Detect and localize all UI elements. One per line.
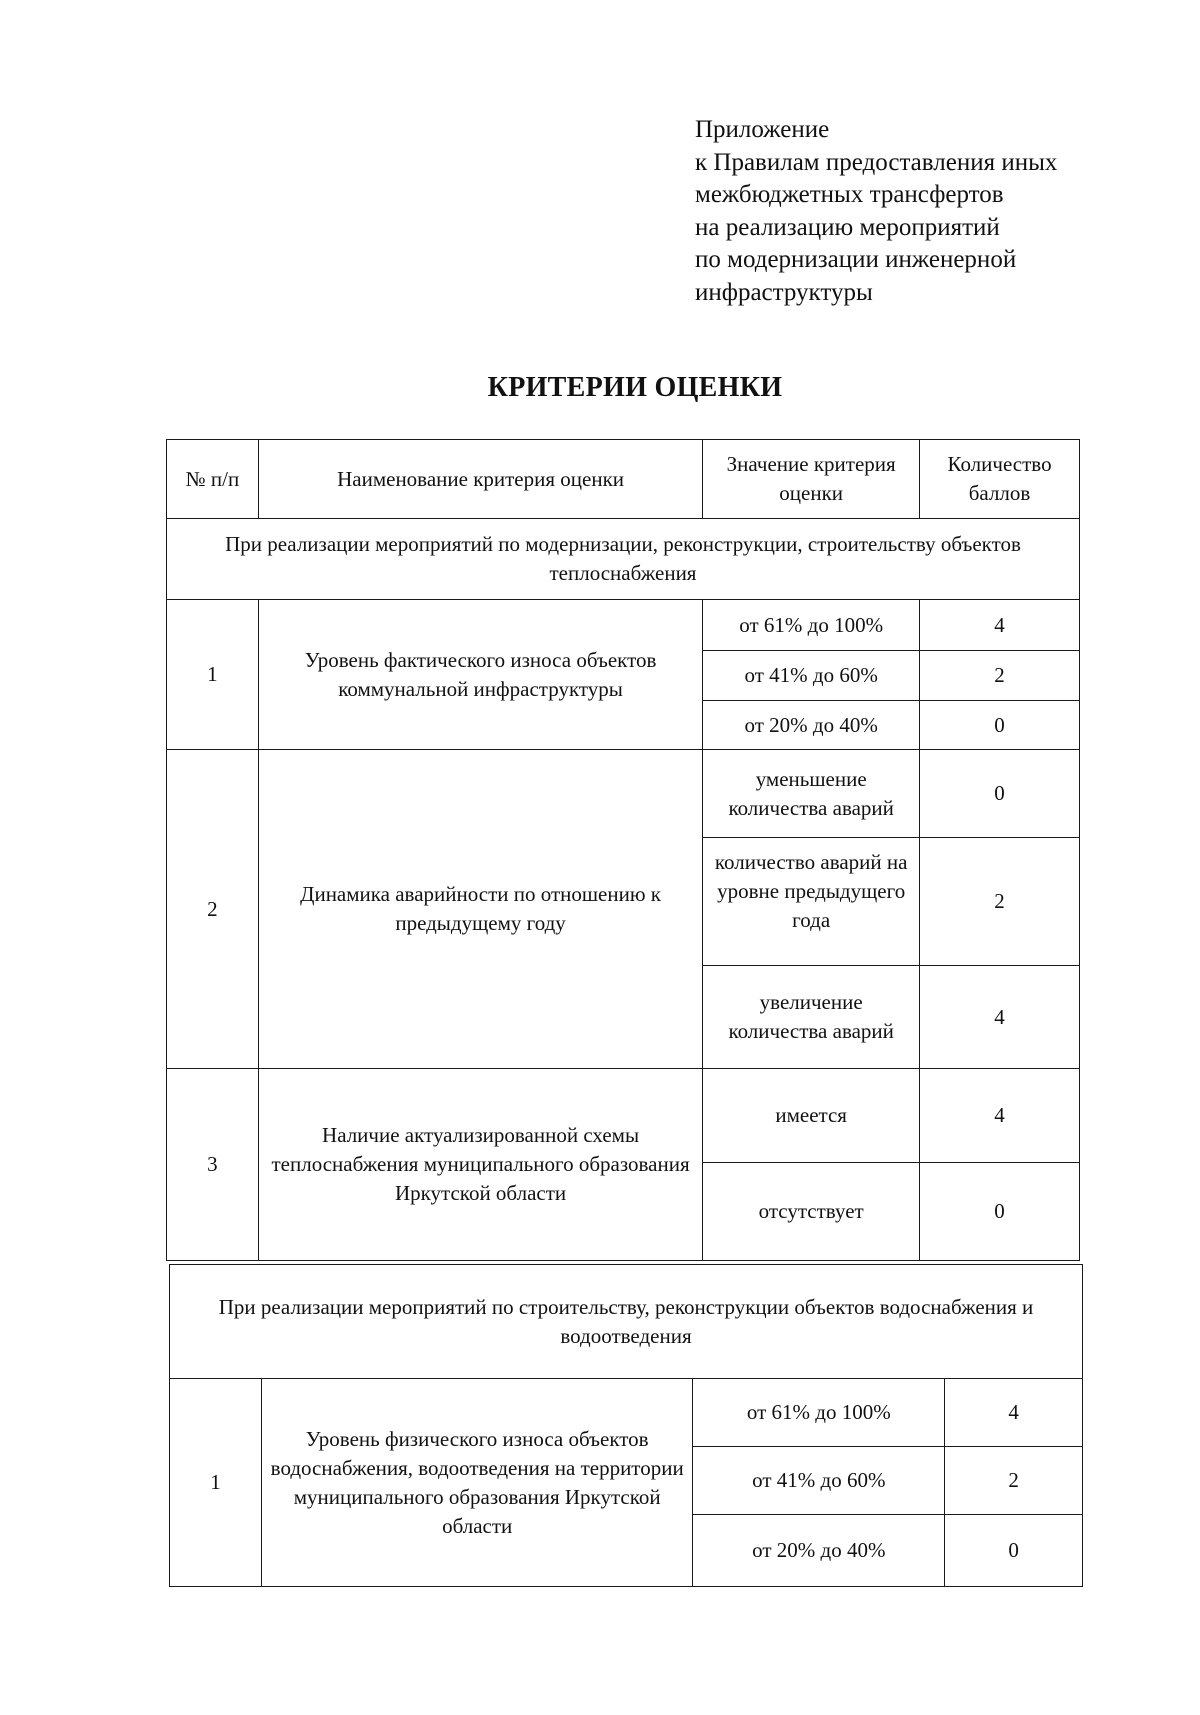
criterion-points: 2 bbox=[920, 651, 1080, 701]
criterion-points: 4 bbox=[920, 966, 1080, 1069]
criterion-value: от 61% до 100% bbox=[703, 600, 920, 651]
criterion-points: 4 bbox=[920, 1069, 1080, 1163]
section-title: При реализации мероприятий по модернизации, реконструкции, строительству объектов теплоснабжения bbox=[167, 519, 1080, 600]
table-row bbox=[170, 1379, 1083, 1447]
criterion-name: Динамика аварийности по отношению к предыдущему году bbox=[258, 750, 702, 1069]
criterion-value: количество аварий на уровне предыдущего года bbox=[703, 838, 920, 966]
header-name: Наименование критерия оценки bbox=[258, 440, 702, 519]
header-points: Количество баллов bbox=[920, 440, 1080, 519]
header-value: Значение критерия оценки bbox=[703, 440, 920, 519]
appendix-line: межбюджетных трансфертов bbox=[695, 181, 1004, 208]
criterion-number: 2 bbox=[167, 750, 259, 1069]
table-row bbox=[167, 750, 1080, 838]
criterion-name: Уровень фактического износа объектов коммунальной инфраструктуры bbox=[258, 600, 702, 750]
criteria-table bbox=[169, 1264, 1083, 1587]
criterion-points: 0 bbox=[920, 750, 1080, 838]
appendix-line: инфраструктуры bbox=[695, 278, 873, 306]
criterion-value: отсутствует bbox=[703, 1163, 920, 1261]
criterion-number: 3 bbox=[167, 1069, 259, 1261]
appendix-line: на реализацию мероприятий bbox=[695, 213, 1000, 241]
appendix-note bbox=[695, 114, 1057, 309]
document-title: КРИТЕРИИ ОЦЕНКИ bbox=[487, 372, 783, 403]
appendix-line: по модернизации инженерной bbox=[695, 246, 1017, 273]
criterion-points: 0 bbox=[920, 701, 1080, 750]
section-title: При реализации мероприятий по строительству, реконструкции объектов водоснабжения и водоотведения bbox=[170, 1265, 1083, 1379]
criterion-points: 0 bbox=[920, 1163, 1080, 1261]
criterion-points: 2 bbox=[945, 1447, 1083, 1515]
criterion-value: увеличение количества аварий bbox=[703, 966, 920, 1069]
criterion-number: 1 bbox=[170, 1379, 262, 1587]
header-number: № п/п bbox=[167, 440, 259, 519]
criterion-value: от 41% до 60% bbox=[703, 651, 920, 701]
table-row bbox=[167, 600, 1080, 651]
table-header-row bbox=[167, 440, 1080, 519]
section-row bbox=[170, 1265, 1083, 1379]
criterion-value: уменьшение количества аварий bbox=[703, 750, 920, 838]
criterion-value: от 41% до 60% bbox=[693, 1447, 945, 1515]
appendix-line: к Правилам предоставления иных bbox=[695, 148, 1058, 176]
criterion-points: 4 bbox=[920, 600, 1080, 651]
appendix-line: Приложение bbox=[695, 116, 830, 143]
criterion-value: от 20% до 40% bbox=[703, 701, 920, 750]
criterion-points: 0 bbox=[945, 1515, 1083, 1587]
section-row bbox=[167, 519, 1080, 600]
criterion-name: Уровень физического износа объектов водоснабжения, водоотведения на территории муниципального образования Иркутской области bbox=[261, 1379, 693, 1587]
criterion-points: 4 bbox=[945, 1379, 1083, 1447]
criterion-value: от 61% до 100% bbox=[693, 1379, 945, 1447]
criterion-value: от 20% до 40% bbox=[693, 1515, 945, 1587]
table-row bbox=[167, 1069, 1080, 1163]
criterion-number: 1 bbox=[167, 600, 259, 750]
criteria-table bbox=[166, 439, 1080, 1261]
criterion-value: имеется bbox=[703, 1069, 920, 1163]
criterion-points: 2 bbox=[920, 838, 1080, 966]
criterion-name: Наличие актуализированной схемы теплоснабжения муниципального образования Иркутской области bbox=[258, 1069, 702, 1261]
